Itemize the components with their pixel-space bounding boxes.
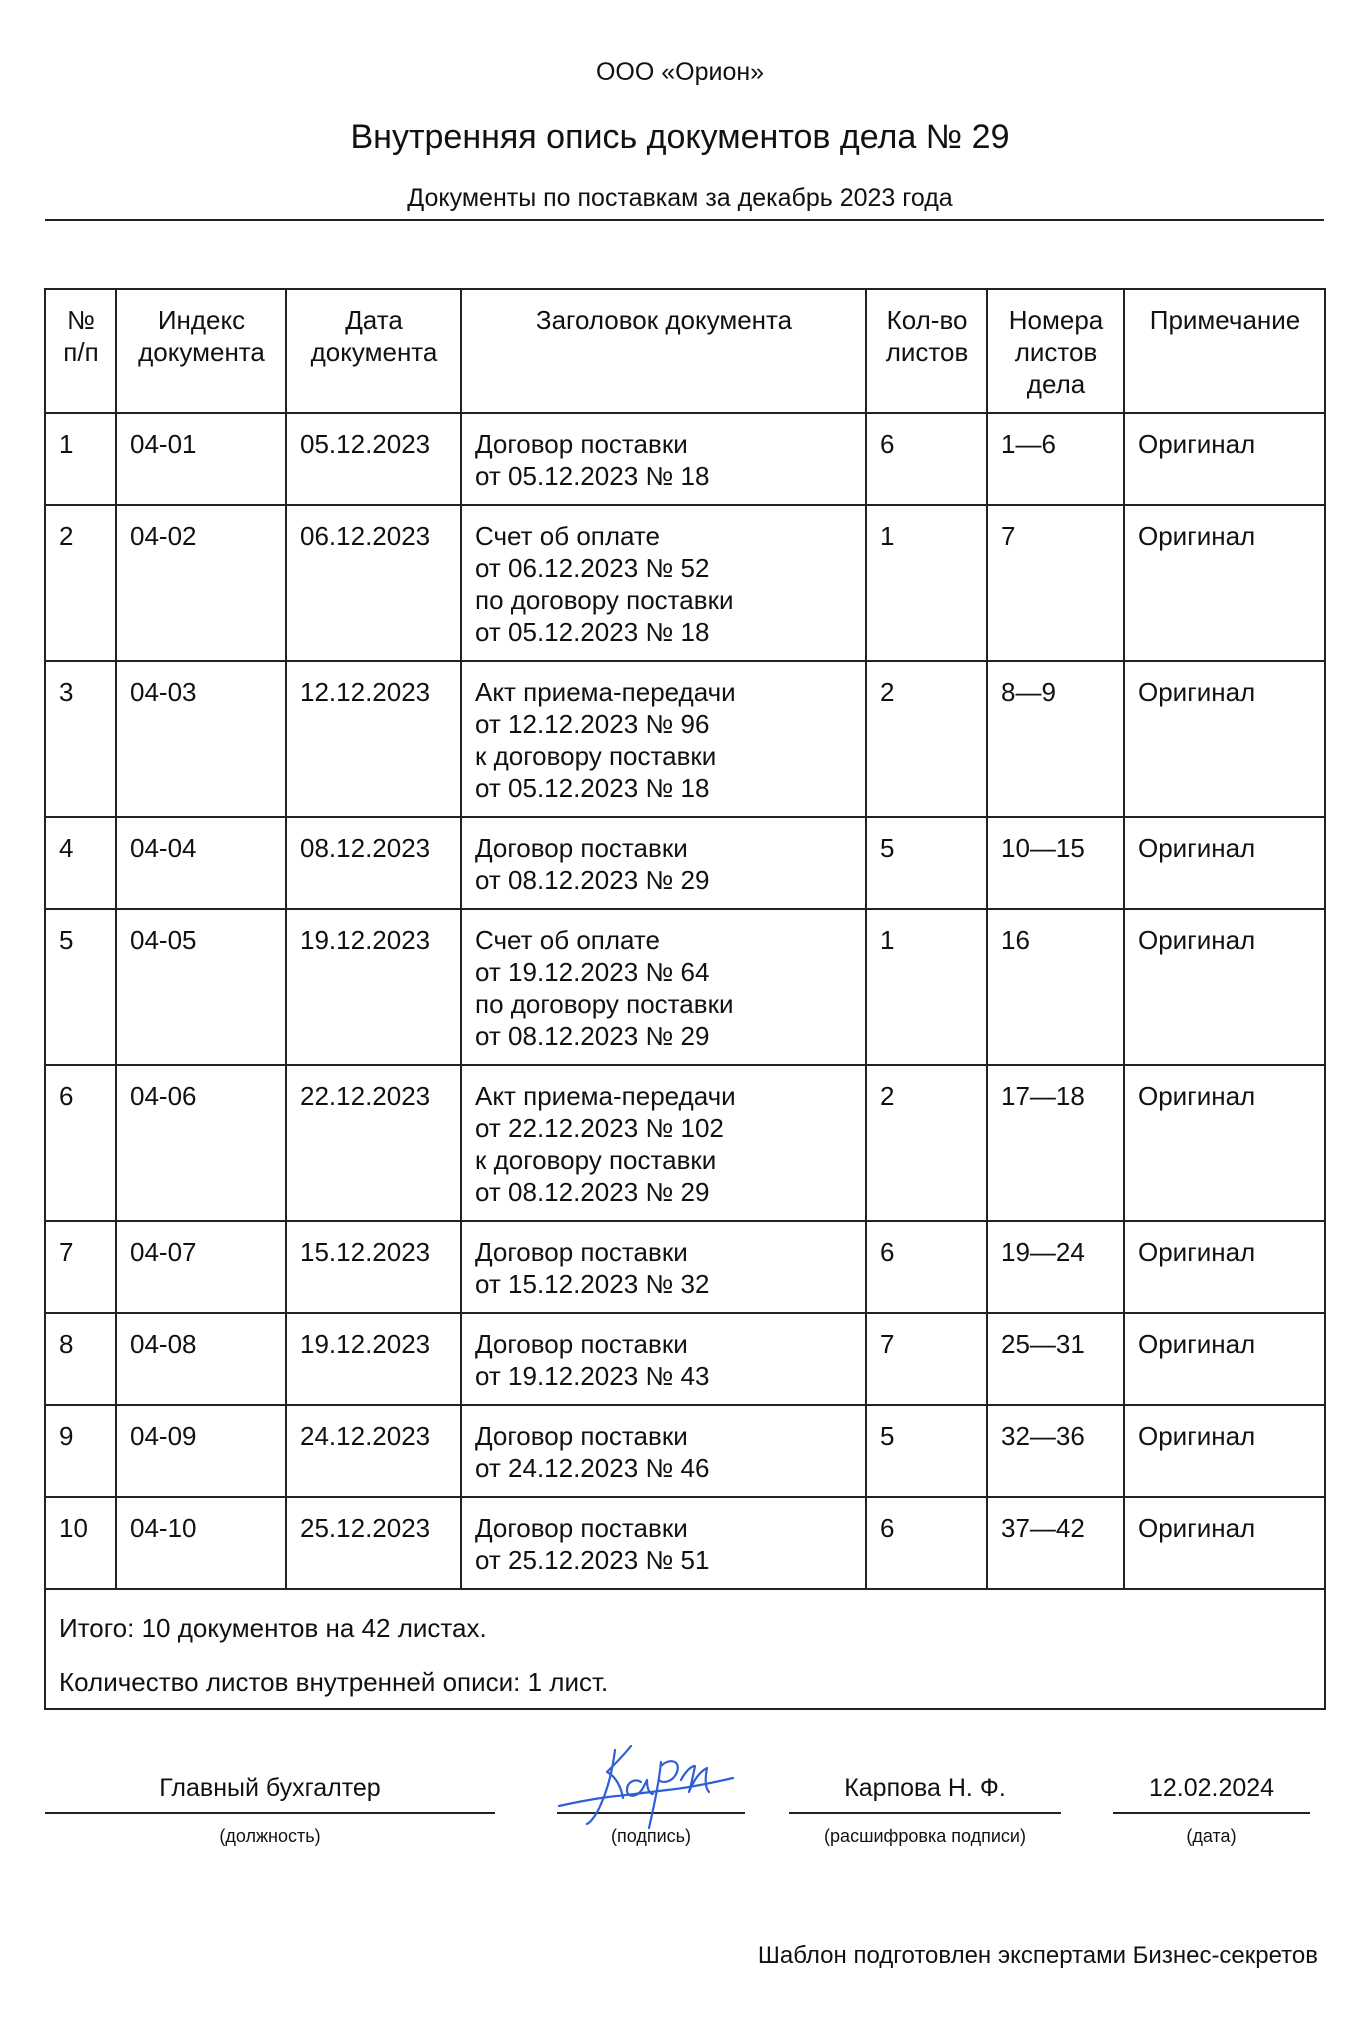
cell-note: Оригинал — [1124, 1221, 1325, 1313]
cell-title — [461, 1405, 866, 1497]
title-line: Договор поставки — [475, 1513, 688, 1543]
table-row — [45, 1497, 1325, 1589]
cell-sheet-numbers: 16 — [987, 909, 1124, 1065]
header-divider — [45, 219, 1324, 221]
table-row — [45, 413, 1325, 505]
cell-title — [461, 909, 866, 1065]
inventory-table — [44, 288, 1326, 1710]
date-value: 12.02.2024 — [1148, 1774, 1275, 1802]
cell-sheet-numbers: 10—15 — [987, 817, 1124, 909]
cell-index: 04-01 — [116, 413, 286, 505]
cell-sheet-numbers: 8—9 — [987, 661, 1124, 817]
title-line: Договор поставки — [475, 833, 688, 863]
cell-title — [461, 1313, 866, 1405]
cell-sheet-count: 6 — [866, 1497, 987, 1589]
cell-sheet-numbers: 37—42 — [987, 1497, 1124, 1589]
cell-note: Оригинал — [1124, 505, 1325, 661]
cell-sheet-numbers: 7 — [987, 505, 1124, 661]
cell-index: 04-10 — [116, 1497, 286, 1589]
cell-index: 04-07 — [116, 1221, 286, 1313]
table-row — [45, 505, 1325, 661]
title-line: от 08.12.2023 № 29 — [475, 1021, 710, 1051]
cell-sheet-count: 6 — [866, 413, 987, 505]
cell-note: Оригинал — [1124, 909, 1325, 1065]
cell-sheet-count: 2 — [866, 661, 987, 817]
title-line: от 05.12.2023 № 18 — [475, 773, 710, 803]
cell-note: Оригинал — [1124, 1065, 1325, 1221]
position-value: Главный бухгалтер — [159, 1774, 381, 1802]
title-line: к договору поставки — [475, 1145, 717, 1175]
cell-index: 04-06 — [116, 1065, 286, 1221]
cell-sheet-numbers: 25—31 — [987, 1313, 1124, 1405]
title-line: от 19.12.2023 № 43 — [475, 1361, 710, 1391]
cell-sheet-numbers: 1—6 — [987, 413, 1124, 505]
cell-index: 04-02 — [116, 505, 286, 661]
cell-sheet-count: 5 — [866, 1405, 987, 1497]
cell-note: Оригинал — [1124, 1497, 1325, 1589]
inventory-sheet-count: Количество листов внутренней описи: 1 лист. — [59, 1667, 609, 1697]
cell-sheet-count: 2 — [866, 1065, 987, 1221]
cell-number: 10 — [45, 1497, 116, 1589]
cell-sheet-numbers: 19—24 — [987, 1221, 1124, 1313]
document-subtitle: Документы по поставкам за декабрь 2023 года — [407, 184, 953, 212]
table-row — [45, 1065, 1325, 1221]
name-value: Карпова Н. Ф. — [844, 1774, 1006, 1802]
cell-index: 04-03 — [116, 661, 286, 817]
title-line: от 05.12.2023 № 18 — [475, 461, 710, 491]
cell-note: Оригинал — [1124, 1405, 1325, 1497]
table-body — [45, 413, 1325, 1589]
table-row — [45, 909, 1325, 1065]
cell-index: 04-08 — [116, 1313, 286, 1405]
col-header-date: Дата документа — [286, 289, 461, 413]
total-cell — [45, 1589, 1325, 1709]
cell-note: Оригинал — [1124, 661, 1325, 817]
cell-number: 9 — [45, 1405, 116, 1497]
title-line: от 12.12.2023 № 96 — [475, 709, 710, 739]
table-row — [45, 1313, 1325, 1405]
cell-sheet-count: 1 — [866, 909, 987, 1065]
title-line: к договору поставки — [475, 741, 717, 771]
cell-date: 06.12.2023 — [286, 505, 461, 661]
cell-title — [461, 661, 866, 817]
cell-number: 2 — [45, 505, 116, 661]
cell-date: 12.12.2023 — [286, 661, 461, 817]
cell-index: 04-05 — [116, 909, 286, 1065]
title-line: от 19.12.2023 № 64 — [475, 957, 710, 987]
cell-number: 6 — [45, 1065, 116, 1221]
cell-note: Оригинал — [1124, 817, 1325, 909]
title-line: от 22.12.2023 № 102 — [475, 1113, 724, 1143]
date-line — [1113, 1812, 1310, 1814]
cell-date: 08.12.2023 — [286, 817, 461, 909]
cell-sheet-count: 6 — [866, 1221, 987, 1313]
table-total-row — [45, 1589, 1325, 1709]
document-title: Внутренняя опись документов дела № 29 — [350, 118, 1010, 156]
handwritten-signature — [557, 1742, 737, 1830]
cell-date: 25.12.2023 — [286, 1497, 461, 1589]
cell-note: Оригинал — [1124, 1313, 1325, 1405]
title-line: Акт приема-передачи — [475, 677, 736, 707]
title-line: Договор поставки — [475, 1237, 688, 1267]
table-row — [45, 661, 1325, 817]
title-line: по договору поставки — [475, 989, 734, 1019]
title-line: от 08.12.2023 № 29 — [475, 865, 710, 895]
cell-number: 1 — [45, 413, 116, 505]
title-line: по договору поставки — [475, 585, 734, 615]
cell-title — [461, 817, 866, 909]
title-line: от 15.12.2023 № 32 — [475, 1269, 710, 1299]
signature-caption: (подпись) — [610, 1826, 692, 1846]
name-line — [789, 1812, 1061, 1814]
cell-number: 4 — [45, 817, 116, 909]
cell-sheet-count: 7 — [866, 1313, 987, 1405]
footer-credit: Шаблон подготовлен экспертами Бизнес-секретов — [757, 1942, 1318, 1969]
cell-number: 8 — [45, 1313, 116, 1405]
col-header-title: Заголовок документа — [461, 289, 866, 413]
cell-sheet-count: 1 — [866, 505, 987, 661]
table-row — [45, 817, 1325, 909]
cell-date: 24.12.2023 — [286, 1405, 461, 1497]
cell-sheet-numbers: 32—36 — [987, 1405, 1124, 1497]
cell-sheet-numbers: 17—18 — [987, 1065, 1124, 1221]
cell-number: 7 — [45, 1221, 116, 1313]
table-row — [45, 1221, 1325, 1313]
cell-date: 19.12.2023 — [286, 1313, 461, 1405]
cell-index: 04-04 — [116, 817, 286, 909]
cell-title — [461, 413, 866, 505]
title-line: Договор поставки — [475, 1421, 688, 1451]
cell-number: 3 — [45, 661, 116, 817]
title-line: Счет об оплате — [475, 925, 661, 955]
col-header-sheet-numbers: Номера листов дела — [987, 289, 1124, 413]
cell-date: 22.12.2023 — [286, 1065, 461, 1221]
cell-title — [461, 1065, 866, 1221]
cell-title — [461, 505, 866, 661]
table-row — [45, 1405, 1325, 1497]
cell-title — [461, 1497, 866, 1589]
cell-date: 19.12.2023 — [286, 909, 461, 1065]
date-caption: (дата) — [1186, 1826, 1237, 1846]
title-line: Договор поставки — [475, 1329, 688, 1359]
table-header-row — [45, 289, 1325, 413]
position-caption: (должность) — [219, 1826, 321, 1846]
cell-number: 5 — [45, 909, 116, 1065]
title-line: Договор поставки — [475, 429, 688, 459]
name-caption: (расшифровка подписи) — [824, 1826, 1026, 1846]
cell-index: 04-09 — [116, 1405, 286, 1497]
organization-name: ООО «Орион» — [595, 58, 765, 86]
title-line: от 06.12.2023 № 52 — [475, 553, 710, 583]
cell-date: 15.12.2023 — [286, 1221, 461, 1313]
cell-title — [461, 1221, 866, 1313]
col-header-note: Примечание — [1124, 289, 1325, 413]
col-header-number: № п/п — [45, 289, 116, 413]
title-line: от 25.12.2023 № 51 — [475, 1545, 710, 1575]
cell-note: Оригинал — [1124, 413, 1325, 505]
total-documents: Итого: 10 документов на 42 листах. — [59, 1613, 487, 1643]
col-header-sheet-count: Кол-во листов — [866, 289, 987, 413]
title-line: от 05.12.2023 № 18 — [475, 617, 710, 647]
cell-date: 05.12.2023 — [286, 413, 461, 505]
title-line: от 24.12.2023 № 46 — [475, 1453, 710, 1483]
title-line: Акт приема-передачи — [475, 1081, 736, 1111]
cell-sheet-count: 5 — [866, 817, 987, 909]
position-line — [45, 1812, 495, 1814]
col-header-index: Индекс документа — [116, 289, 286, 413]
title-line: от 08.12.2023 № 29 — [475, 1177, 710, 1207]
title-line: Счет об оплате — [475, 521, 661, 551]
